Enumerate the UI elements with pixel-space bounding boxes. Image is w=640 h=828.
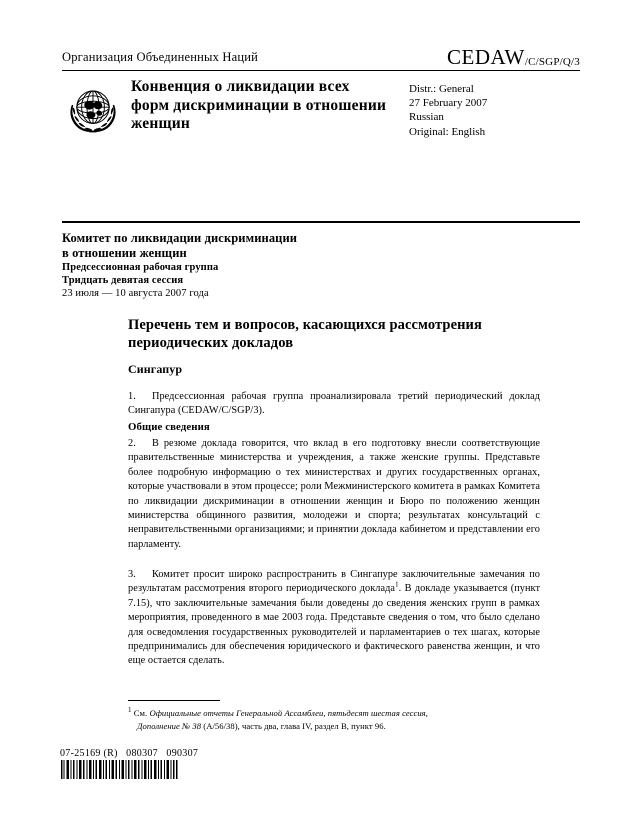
- footnote-1-source-italic: Официальные отчеты Генеральной Ассамблеи, пятьдесят шестая сессия,: [149, 708, 428, 718]
- session-number: Тридцать девятая сессия: [62, 275, 184, 287]
- committee-name-line2: в отношении женщин: [62, 246, 187, 260]
- header-divider-top: [62, 70, 580, 71]
- committee-name-line1: Комитет по ликвидации дискриминации: [62, 231, 298, 245]
- footnote-1-supplement-italic: Дополнение № 38: [137, 720, 202, 731]
- footnote-reference-1[interactable]: 1: [395, 580, 399, 589]
- distribution-line: Distr.: General: [409, 83, 474, 95]
- document-symbol-suffix: /C/SGP/Q/3: [524, 56, 580, 68]
- session-dates: 23 июля — 10 августа 2007 года: [62, 288, 209, 300]
- working-group: Предсессионная рабочая группа: [62, 262, 219, 273]
- footnote-1: [128, 707, 528, 732]
- paragraph-2-number: 2.: [128, 438, 136, 449]
- header-top-row: [62, 45, 580, 70]
- footnote-1-prefix: См.: [133, 708, 150, 718]
- footnote-1-reference-rest: (A/56/38), часть два, глава IV, раздел B, пункт 96.: [201, 720, 386, 731]
- document-symbol: [447, 45, 580, 70]
- footer-date-1: 080307: [126, 748, 158, 759]
- paragraph-3-text-before-footnote: Комитет просит широко распространить в Сингапуре заключительные замечания по результатам рассмотрения второго периодического доклада: [128, 569, 540, 595]
- paragraph-3-text-after-footnote: . В докладе указывается (пункт 7.15), что заключительные замечания были доведены до сведения женских групп в рамках мероприятия, проведенного в мае 2003 года. Представьте сведения о том, что было сделано для осведомления государственных руководителей и парламентариев о тех шагах, которые предпринимались для обеспечения юридического и фактического равенства женщин, и что еще остается сделать.: [128, 583, 541, 667]
- paragraph-3: [128, 568, 540, 669]
- paragraph-2-text: В резюме доклада говорится, что вклад в его подготовку внесли соответствующие правительственные министерства и учреждения, а также женские группы. Представьте более подробную информацию о тех министерствах и других государственных органах, которые участвовали в этом процессе; роли Межминистерского комитета в рамках Комитета по ликвидации дискриминации в отношении женщин и Бюро по положению женщин министерства общинного развития, молодежи и спорта; результатах консультаций с неправительственными организациями; и принятии доклада кабинетом и представлении его парламенту.: [128, 438, 540, 550]
- un-emblem: [63, 79, 123, 139]
- section-heading-general: Общие сведения: [128, 421, 210, 433]
- paragraph-1: [128, 390, 540, 419]
- committee-block: [62, 231, 392, 301]
- footer-job-code: 07-25169 (R): [60, 748, 118, 759]
- footnote-1-marker: 1: [128, 706, 132, 715]
- document-date: 27 February 2007: [409, 97, 488, 110]
- paragraph-3-number: 3.: [128, 569, 136, 580]
- header-divider-bottom: [62, 221, 580, 223]
- footnote-separator: [128, 700, 220, 701]
- footer-job-number: [60, 748, 198, 759]
- paragraph-2: [128, 437, 540, 552]
- convention-title: Конвенция о ликвидации всех форм дискриминации в отношении женщин: [131, 78, 387, 132]
- footnote-1-second-line: [128, 720, 528, 733]
- document-original-language: Original: English: [409, 125, 486, 138]
- page-title: Перечень тем и вопросов, касающихся рассмотрения периодических докладов: [128, 317, 482, 351]
- organization-name: Организация Объединенных Наций: [62, 50, 259, 64]
- barcode: [60, 760, 178, 779]
- document-language: Russian: [409, 111, 444, 124]
- distribution-block: [409, 82, 487, 139]
- footer-date-2: 090307: [166, 748, 199, 759]
- country-subtitle: Сингапур: [128, 362, 183, 376]
- document-symbol-main: CEDAW: [447, 45, 525, 69]
- paragraph-1-text: Предсессионная рабочая группа проанализировала третий периодический доклад Сингапура (CEDAW/C/SGP/3).: [128, 391, 540, 417]
- paragraph-1-number: 1.: [128, 391, 136, 402]
